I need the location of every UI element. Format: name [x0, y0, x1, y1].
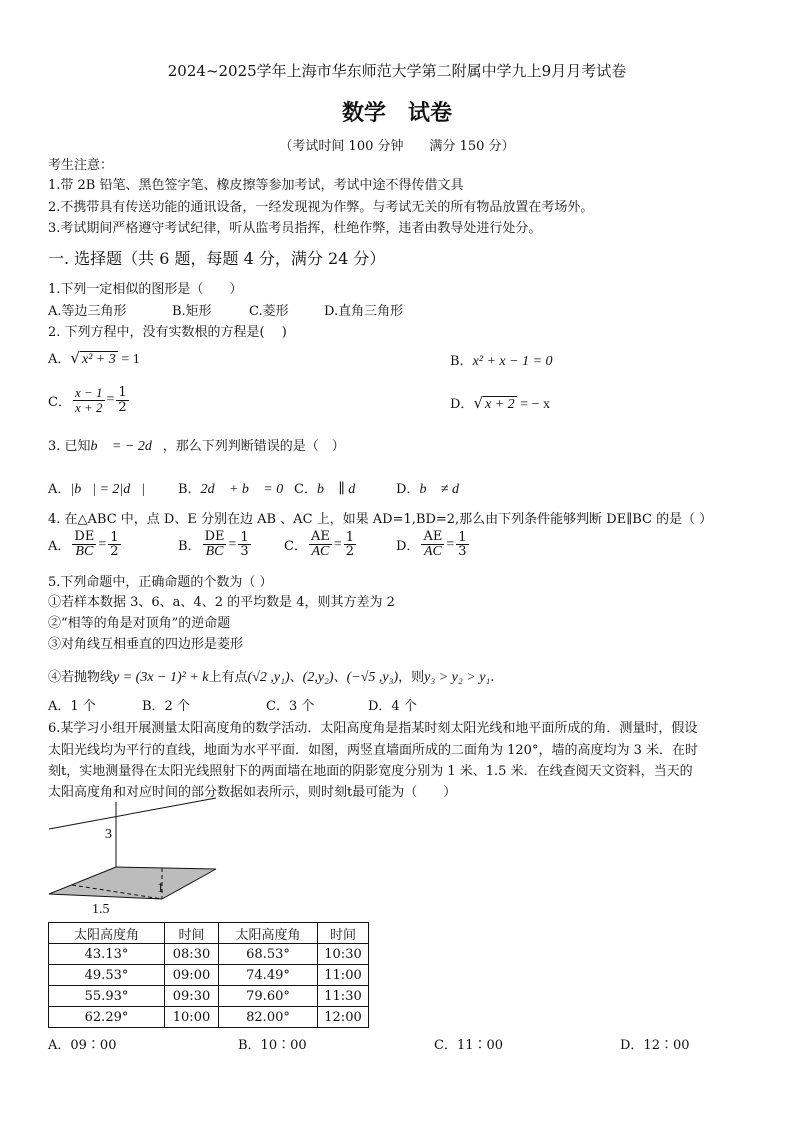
wall-top-edge [49, 798, 216, 829]
shadow-left-label: 1.5 [92, 902, 110, 917]
table-cell: 49.53° [49, 965, 165, 986]
q4-c-label: C． [284, 539, 307, 555]
q4-a-den: BC [75, 543, 94, 559]
q4-b-value [238, 531, 250, 559]
sqrt-symbol: √ [473, 394, 483, 412]
q4-a-eq: = [98, 536, 107, 552]
sqrt-symbol: √ [70, 349, 80, 367]
q5-item4-point-3: (−√5 ,y₃) [346, 670, 399, 685]
table-cell: 09:00 [165, 965, 219, 986]
q4-b-ratio [203, 530, 227, 559]
q4-b-den: BC [205, 543, 224, 559]
table-row [49, 965, 369, 986]
question-2-stem: 2. 下列方程中，没有实数根的方程是( ) [48, 325, 287, 340]
table-cell: 10:00 [165, 1007, 219, 1028]
q2-c-label: C． [48, 394, 71, 410]
q4-b-eq: = [228, 536, 237, 552]
height-label: 3 [105, 827, 112, 842]
q4-d-value [456, 531, 468, 559]
table-cell: 68.53° [219, 944, 318, 965]
table-cell: 43.13° [49, 944, 165, 965]
q5-item-4 [48, 666, 494, 686]
exam-time-info: （考试时间 100 分钟 满分 150 分） [279, 139, 515, 154]
q4-c-ratio [309, 530, 332, 559]
q2-b-expr: x² + x − 1 = 0 [472, 354, 553, 369]
question-5-stem: 5.下列命题中，正确命题的个数为（ ） [48, 575, 273, 590]
table-cell: 08:30 [165, 944, 219, 965]
shadow-right-label: 1 [157, 881, 164, 896]
table-header-row [49, 923, 369, 944]
q4-a-ratio [72, 530, 96, 559]
q4-d-vn: 1 [458, 529, 467, 545]
table-cell: 11:00 [318, 965, 369, 986]
table-cell: 12:00 [318, 1007, 369, 1028]
q3-c-expr: b⃗ ∥ d⃗ [316, 482, 367, 497]
subject-title: 数学 试卷 [341, 100, 452, 126]
q2-c-rhs-numerator: 1 [118, 385, 127, 400]
q5-item-2: ②“相等的角是对顶角”的逆命题 [48, 616, 231, 631]
q2-c-numerator: x − 1 [74, 385, 103, 400]
table-header: 时间 [318, 923, 369, 944]
q5-item4-end: . [490, 670, 495, 685]
q5-item-1: ①若样本数据 3、6、a、4、2 的平均数是 4，则其方差为 2 [48, 595, 395, 610]
q3-b-expr: 2d⃗ + b⃗ = 0 [200, 482, 284, 497]
table-cell: 09:30 [165, 986, 219, 1007]
q1-option-b: B.矩形 [172, 304, 212, 319]
q4-c-vd: 2 [345, 544, 355, 560]
q3-a-expr: |b⃗| = 2|d⃗| [70, 482, 146, 497]
q4-d-label: D． [396, 539, 420, 555]
table-cell: 11:30 [318, 986, 369, 1007]
q5-item4-point-1: (√2 ,y₁) [247, 670, 290, 685]
q4-c-eq: = [333, 536, 342, 552]
q2-c-fraction-right [116, 386, 128, 414]
table-row [49, 986, 369, 1007]
q5-option-a: A．1 个 [48, 699, 96, 714]
q2-d-rhs: = − x [516, 397, 550, 412]
q5-option-d: D．4 个 [368, 699, 417, 714]
q5-item4-sep-2: 、 [333, 670, 347, 685]
q4-d-ratio [421, 530, 444, 559]
q4-c-num: AE [310, 529, 330, 544]
table-header: 太阳高度角 [219, 923, 318, 944]
q4-option-d [396, 530, 471, 559]
table-cell: 10:30 [318, 944, 369, 965]
question-3-stem [48, 435, 345, 455]
q2-d-label: D． [450, 397, 474, 412]
q5-option-b: B．2 个 [142, 699, 190, 714]
table-cell: 82.00° [219, 1007, 318, 1028]
q3-stem-pre: 3. 已知 [48, 439, 91, 454]
q4-b-num: DE [204, 529, 225, 544]
question-6-line-1: 6.某学习小组开展测量太阳高度角的数学活动．太阳高度角是指某时刻太阳光线和地平面所成的角．测量时，假设 [48, 721, 698, 736]
sun-angle-table [48, 922, 369, 1028]
q4-b-label: B． [178, 539, 201, 555]
q6-option-c: C．11∶00 [434, 1038, 504, 1053]
q4-d-num: AE [423, 529, 443, 544]
table-cell: 62.29° [49, 1007, 165, 1028]
table-cell: 74.49° [219, 965, 318, 986]
wall-shadow-figure [44, 796, 224, 918]
q2-a-rhs: = 1 [117, 352, 140, 367]
question-1-stem: 1.下列一定相似的图形是（ ） [48, 282, 243, 297]
q3-d-expr: b⃗ ≠ d⃗ [419, 482, 470, 497]
question-6-line-4: 太阳高度角和对应时间的部分数据如表所示，则时刻t最可能为（ ） [48, 785, 457, 800]
q3-option-c [294, 478, 366, 498]
notice-item-1: 1.带 2B 铅笔、黑色签字笔、橡皮擦等参加考试，考试中途不得传借文具 [48, 178, 464, 193]
table-cell: 79.60° [219, 986, 318, 1007]
q3-a-label: A． [48, 482, 71, 497]
section-heading: 一. 选择题（共 6 题，每题 4 分，满分 24 分） [48, 249, 386, 268]
q4-b-vd: 3 [240, 544, 249, 560]
q5-item4-pre: ④若抛物线 [48, 670, 114, 685]
q4-option-a [48, 530, 123, 559]
question-6-line-3: 刻t，实地测量得在太阳光线照射下的两面墙在地面的阴影宽度分别为 1 米、1.5 米．在线查阅天文资料，当天的 [48, 764, 693, 779]
notice-item-3: 3.考试期间严格遵守考试纪律，听从监考员指挥，杜绝作弊，违者由教导处进行处分。 [48, 221, 542, 236]
q4-c-den: AC [311, 543, 330, 559]
q6-option-b: B．10∶00 [238, 1038, 307, 1053]
q6-option-a: A．09∶00 [48, 1038, 117, 1053]
table-cell: 55.93° [49, 986, 165, 1007]
q3-option-d [396, 478, 470, 498]
q4-a-value [108, 531, 120, 559]
table-header: 太阳高度角 [49, 923, 165, 944]
q4-option-b [178, 530, 253, 559]
q4-a-vn: 1 [110, 529, 119, 545]
exam-title: 2024~2025学年上海市华东师范大学第二附属中学九上9月月考试卷 [167, 62, 627, 80]
q3-d-label: D． [396, 482, 420, 497]
table-header: 时间 [165, 923, 219, 944]
q5-item4-point-2: (2,y₂) [302, 670, 334, 685]
notice-heading: 考生注意： [48, 158, 114, 173]
q2-option-a [48, 348, 140, 368]
q5-item-3: ③对角线互相垂直的四边形是菱形 [48, 637, 244, 652]
q3-option-b [178, 478, 283, 498]
question-4-stem: 4. 在△ABC 中，点 D、E 分别在边 AB 、AC 上，如果 AD=1,BD=2,那么由下列条件能够判断 DE∥BC 的是（ ） [48, 512, 713, 527]
q2-a-radicand: x² + 3 [81, 352, 116, 367]
q4-c-vn: 1 [345, 529, 355, 545]
q2-option-b [450, 350, 553, 370]
q3-stem-math: b⃗ = − 2d⃗ [90, 439, 163, 454]
q3-c-label: C． [294, 482, 317, 497]
q1-option-d: D.直角三角形 [324, 304, 404, 319]
q2-b-label: B． [450, 354, 473, 369]
q2-c-fraction-left [73, 386, 105, 414]
q4-a-label: A． [48, 539, 71, 555]
q4-a-num: DE [74, 529, 95, 544]
table-row [49, 944, 369, 965]
q2-c-rhs-denominator: 2 [118, 399, 127, 415]
q2-c-equals: = [106, 392, 115, 408]
q4-d-den: AC [423, 543, 442, 559]
question-6-line-2: 太阳光线均为平行的直线，地面为水平平面．如图，两竖直墙面所成的二面角为 120°，墙的高度均为 3 米．在时 [48, 743, 698, 758]
table-row [49, 1007, 369, 1028]
q5-item4-mid: 上有点 [208, 670, 248, 685]
q1-option-c: C.菱形 [249, 304, 289, 319]
q2-option-c [48, 386, 131, 414]
q3-b-label: B． [178, 482, 201, 497]
notice-item-2: 2.不携带具有传送功能的通讯设备，一经发现视为作弊。与考试无关的所有物品放置在考场外。 [48, 200, 594, 215]
q3-stem-post: ，那么下列判断错误的是（ ） [162, 439, 345, 454]
q2-c-denominator: x + 2 [74, 399, 103, 415]
q5-item4-then: ，则 [398, 670, 425, 685]
q4-d-eq: = [446, 536, 455, 552]
q4-d-vd: 3 [458, 544, 467, 560]
q4-option-c [284, 530, 358, 559]
q5-item4-sep-1: 、 [289, 670, 303, 685]
q4-a-vd: 2 [110, 544, 119, 560]
q2-d-radicand: x + 2 [485, 397, 515, 412]
q5-item4-conclusion: y₃ > y₂ > y₁ [424, 670, 491, 685]
q2-a-label: A． [48, 352, 71, 367]
q1-option-a: A.等边三角形 [48, 304, 127, 319]
q4-b-vn: 1 [240, 529, 249, 545]
q5-option-c: C．3 个 [266, 699, 315, 714]
q5-item4-equation: y = (3x − 1)² + k [113, 670, 209, 685]
q4-c-value [344, 531, 356, 559]
q6-option-d: D．12∶00 [620, 1038, 690, 1053]
q3-option-a [48, 478, 145, 498]
q2-option-d [450, 393, 550, 413]
